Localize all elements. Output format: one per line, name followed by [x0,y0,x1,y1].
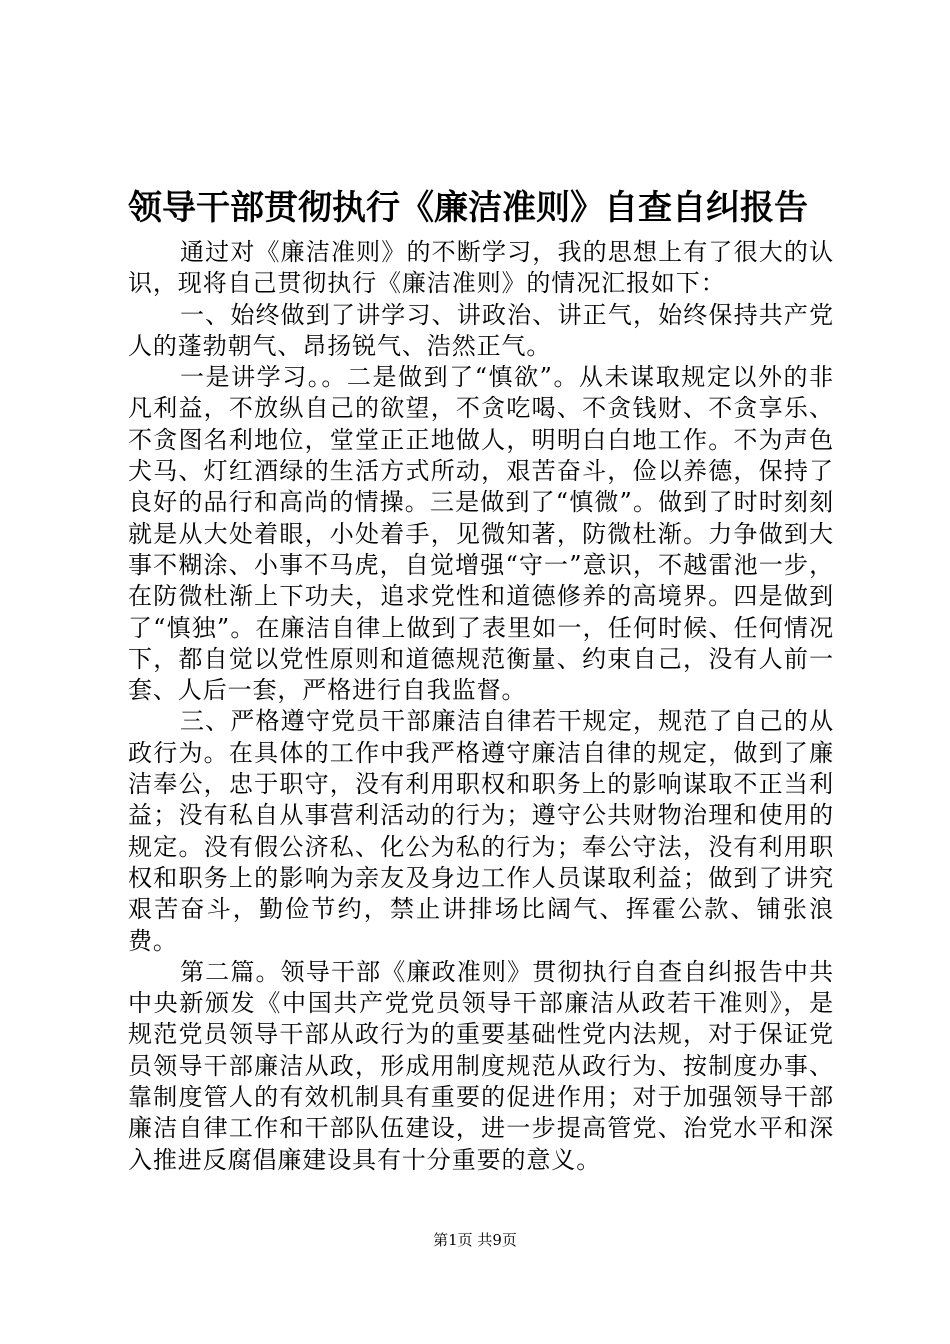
paragraph-part-two: 第二篇。领导干部《廉政准则》贯彻执行自查自纠报告中共中央新颁发《中国共产党党员领导干部廉洁从政若干准则》，是规范党员领导干部从政行为的重要基础性党内法规，对于保证党员领导干部廉洁从政，形成用制度规范从政行为、按制度办事、靠制度管人的有效机制具有重要的促进作用；对于加强领导干部廉洁自律工作和干部队伍建设，进一步提高管党、治党水平和深入推进反腐倡廉建设具有十分重要的意义。 [128,957,834,1174]
page-footer: 第1页 共9页 [433,1231,517,1249]
paragraph-section-one: 一、始终做到了讲学习、讲政治、讲正气，始终保持共产党人的蓬勃朝气、昂扬锐气、浩然正气。 [128,300,834,360]
paragraph-section-three: 三、严格遵守党员干部廉洁自律若干规定，规范了自己的从政行为。在具体的工作中我严格遵守廉洁自律的规定，做到了廉洁奉公，忠于职守，没有利用职权和职务上的影响谋取不正当利益；没有私自从事营利活动的行为；遵守公共财物治理和使用的规定。没有假公济私、化公为私的行为；奉公守法，没有利用职权和职务上的影响为亲友及身边工作人员谋取利益；做到了讲究艰苦奋斗，勤俭节约，禁止讲排场比阔气、挥霍公款、铺张浪费。 [128,707,834,955]
paragraph-points: 一是讲学习。。二是做到了“慎欲”。从未谋取规定以外的非凡利益，不放纵自己的欲望，不贪吃喝、不贪钱财、不贪享乐、不贪图名利地位，堂堂正正地做人，明明白白地工作。不为声色犬马、灯红酒绿的生活方式所动，艰苦奋斗，俭以养德，保持了良好的品行和高尚的情操。三是做到了“慎微”。做到了时时刻刻就是从大处着眼，小处着手，见微知著，防微杜渐。力争做到大事不糊涂、小事不马虎，自觉增强“守一”意识，不越雷池一步，在防微杜渐上下功夫，追求党性和道德修养的高境界。四是做到了“慎独”。在廉洁自律上做到了表里如一，任何时候、任何情况下，都自觉以党性原则和道德规范衡量、约束自己，没有人前一套、人后一套，严格进行自我监督。 [128,363,834,705]
paragraph-intro: 通过对《廉洁准则》的不断学习，我的思想上有了很大的认识，现将自己贯彻执行《廉洁准则》的情况汇报如下： [128,238,834,298]
document-title: 领导干部贯彻执行《廉洁准则》自查自纠报告 [128,188,808,228]
document-body [128,237,834,1176]
